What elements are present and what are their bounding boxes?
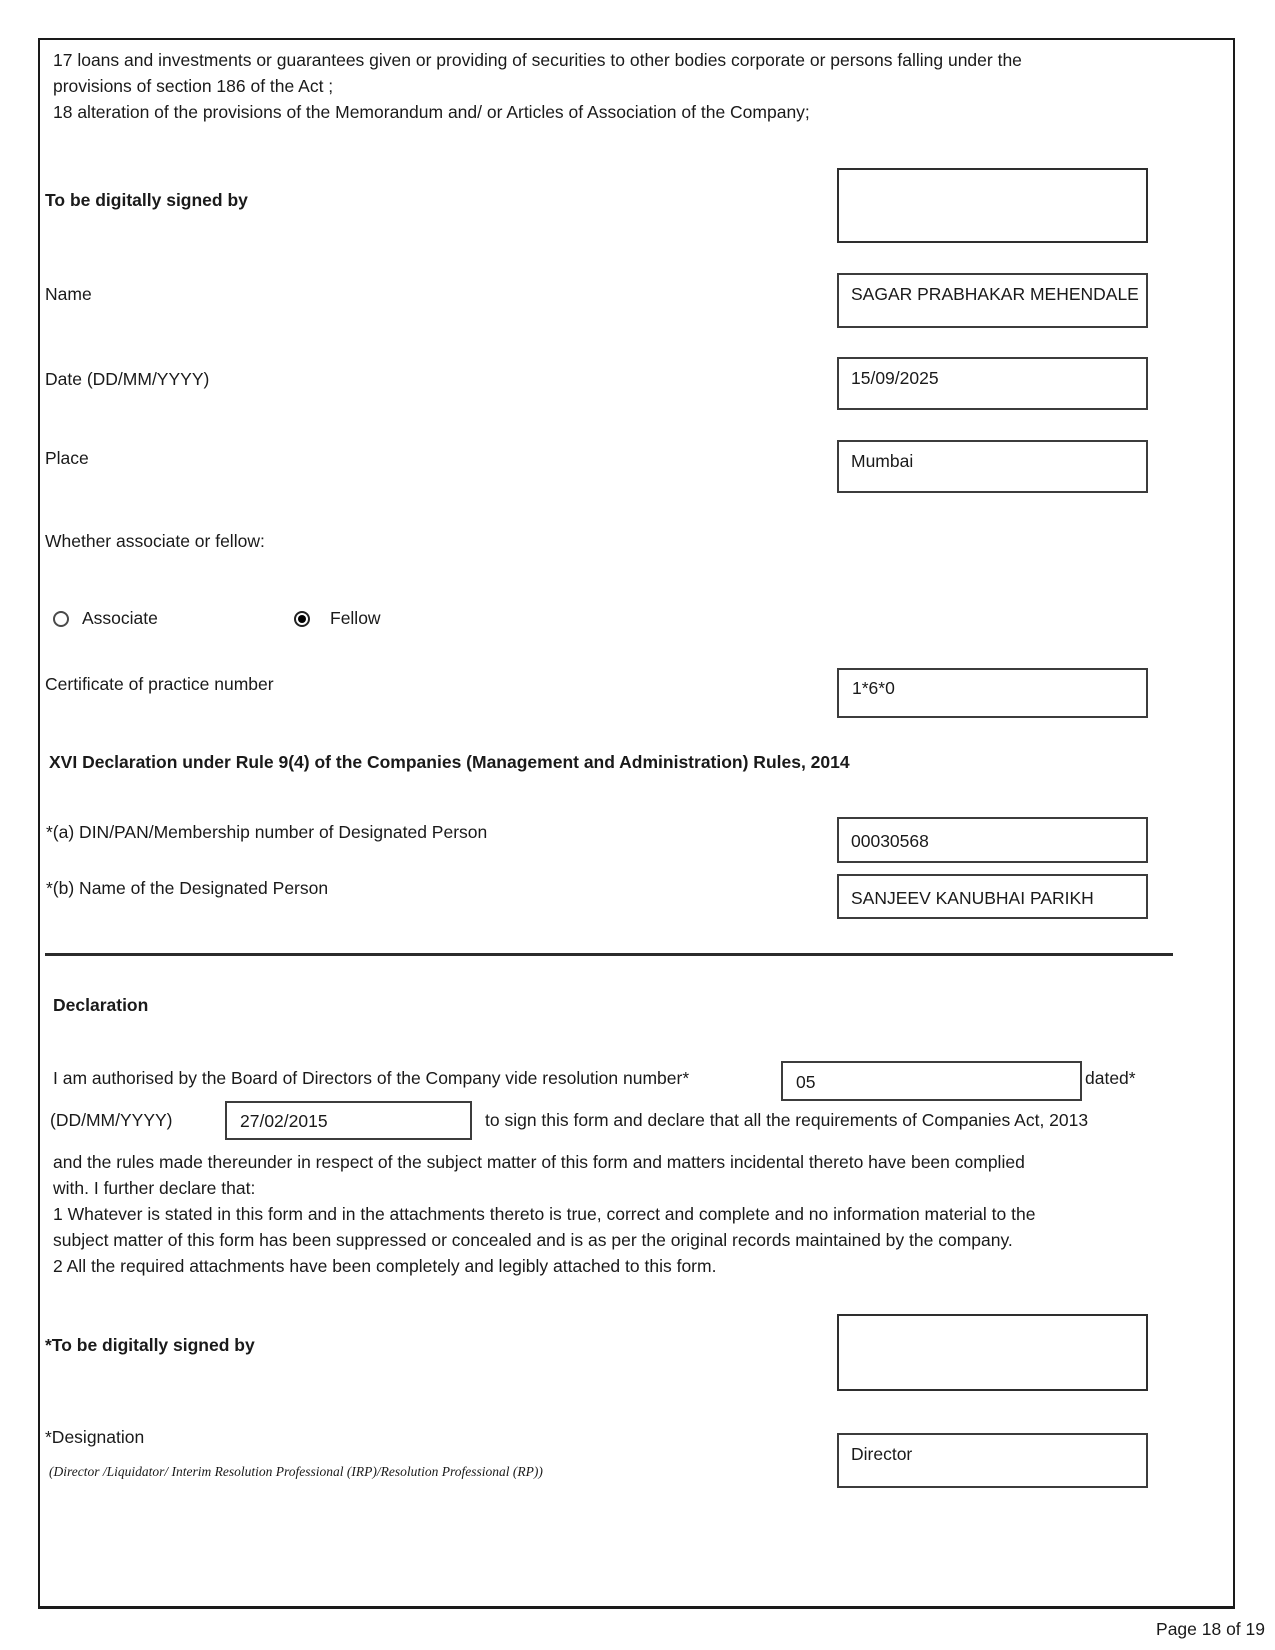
digital-sign-heading: To be digitally signed by [45,190,248,210]
membership-question-label: Whether associate or fellow: [45,531,265,551]
designation-label: *Designation [45,1427,145,1447]
cop-number-field[interactable]: 1*6*0 [837,668,1148,718]
designated-name-label: *(b) Name of the Designated Person [46,878,329,898]
dated-label: dated* [1085,1068,1136,1088]
resolution-number-field[interactable]: 05 [781,1061,1082,1101]
cop-number-label: Certificate of practice number [45,674,274,694]
section-xvi-heading: XVI Declaration under Rule 9(4) of the Companies (Management and Administration) Rules, 2014 [49,752,850,772]
fellow-radio-label[interactable]: Fellow [330,608,381,628]
declaration-line1: I am authorised by the Board of Directors of the Company vide resolution number* [53,1068,690,1088]
associate-radio[interactable] [53,611,69,627]
associate-radio-label[interactable]: Associate [82,608,158,628]
place-field[interactable]: Mumbai [837,440,1148,493]
intro-line: 18 alteration of the provisions of the Memorandum and/ or Articles of Association of the Company; [53,102,810,122]
intro-paragraph [53,47,1022,125]
declaration-heading: Declaration [53,995,149,1015]
din-field[interactable]: 00030568 [837,817,1148,863]
place-label: Place [45,448,89,468]
page-number: Page 18 of 19 [1156,1619,1265,1639]
designation-field[interactable]: Director [837,1433,1148,1488]
intro-line: 17 loans and investments or guarantees given or providing of securities to other bodies corporate or persons falling under the [53,50,1022,70]
designated-name-field[interactable]: SANJEEV KANUBHAI PARIKH [837,874,1148,919]
declaration-body-line: 1 Whatever is stated in this form and in the attachments thereto is true, correct and complete and no information material to the [53,1204,1036,1224]
signature-box-director[interactable] [837,1314,1148,1391]
declaration-body-line: 2 All the required attachments have been completely and legibly attached to this form. [53,1256,717,1276]
resolution-date-field[interactable]: 27/02/2015 [225,1101,472,1140]
declaration-sign-heading: *To be digitally signed by [45,1335,255,1355]
declaration-body-line: with. I further declare that: [53,1178,256,1198]
date-label: Date (DD/MM/YYYY) [45,369,210,389]
declaration-body [53,1149,1035,1279]
date-format-label: (DD/MM/YYYY) [50,1110,173,1130]
declaration-line2: to sign this form and declare that all the requirements of Companies Act, 2013 [485,1110,1089,1130]
declaration-body-line: subject matter of this form has been suppressed or concealed and is as per the original records maintained by the company. [53,1230,1013,1250]
declaration-body-line: and the rules made thereunder in respect of the subject matter of this form and matters incidental thereto have been complied [53,1152,1025,1172]
fellow-radio[interactable] [294,611,310,627]
section-divider [45,953,1173,956]
name-field[interactable]: SAGAR PRABHAKAR MEHENDALE [837,273,1148,328]
intro-line: provisions of section 186 of the Act ; [53,76,334,96]
signature-box-practitioner[interactable] [837,168,1148,243]
date-field[interactable]: 15/09/2025 [837,357,1148,410]
designation-note: (Director /Liquidator/ Interim Resolution Professional (IRP)/Resolution Professional (RP)) [49,1464,543,1479]
name-label: Name [45,284,92,304]
din-label: *(a) DIN/PAN/Membership number of Designated Person [46,822,488,842]
